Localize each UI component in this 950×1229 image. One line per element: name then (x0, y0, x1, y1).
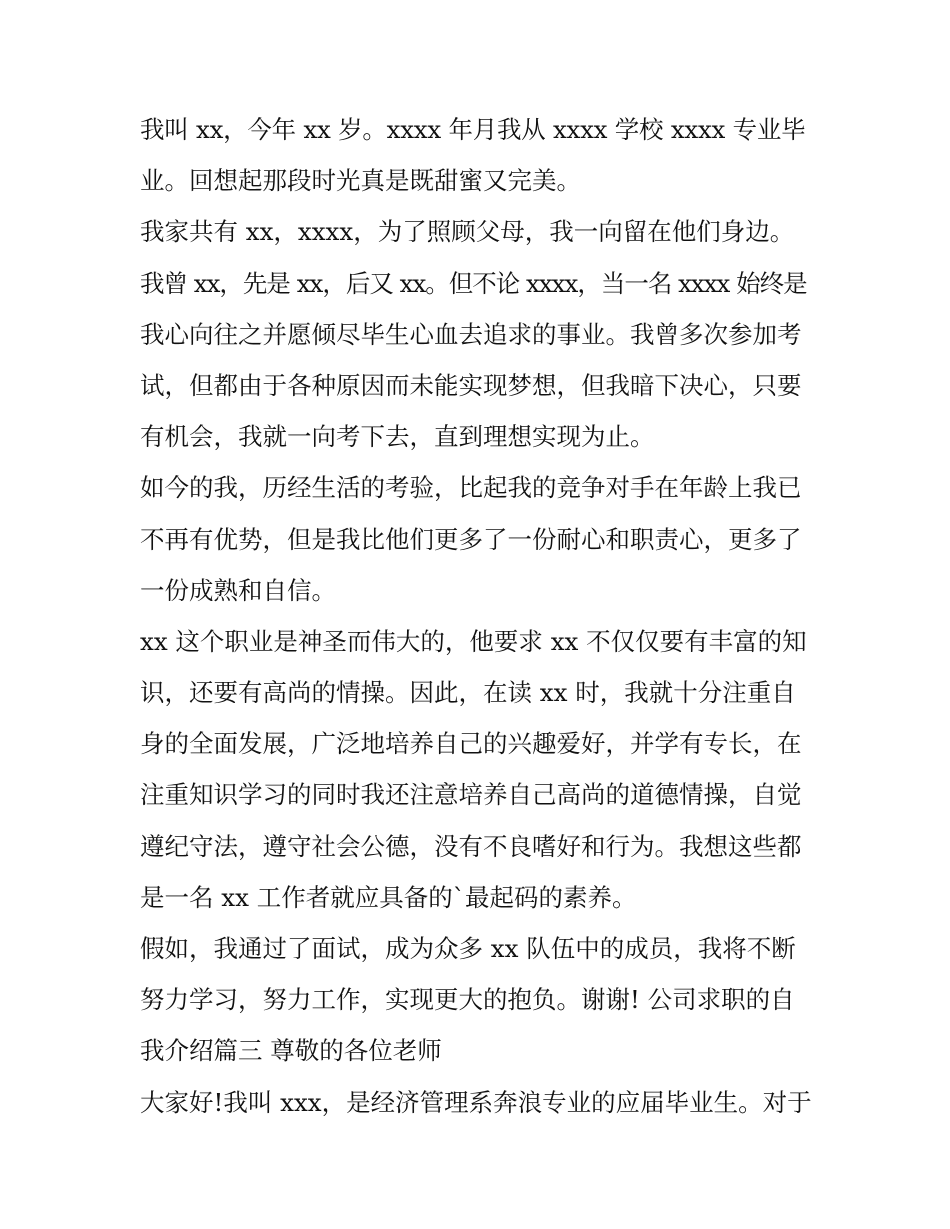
text-line: 努力学习，努力工作，实现更大的抱负。谢谢! 公司求职的自 (140, 985, 795, 1015)
text-line: 如今的我，历经生活的考验，比起我的竞争对手在年龄上我已 (140, 473, 802, 503)
text-line: 有机会，我就一向考下去，直到理想实现为止。 (140, 422, 655, 452)
text-line: 我心向往之并愿倾尽毕生心血去追求的事业。我曾多次参加考 (140, 319, 802, 349)
text-line: 我曾 xx，先是 xx，后又 xx。但不论 xxxx，当一名 xxxx 始终是 (140, 268, 807, 298)
text-line: 我介绍篇三 尊敬的各位老师 (140, 1036, 442, 1066)
text-line: 一份成熟和自信。 (140, 575, 336, 605)
text-line: 身的全面发展，广泛地培养自己的兴趣爱好，并学有专长，在 (140, 729, 802, 759)
text-line: 不再有优势，但是我比他们更多了一份耐心和职责心，更多了 (140, 524, 802, 554)
text-line: 大家好!我叫 xxx，是经济管理系奔浪专业的应届毕业生。对于 (140, 1087, 812, 1117)
text-line: xx 这个职业是神圣而伟大的，他要求 xx 不仅仅要有丰富的知 (140, 626, 807, 656)
text-line: 遵纪守法，遵守社会公德，没有不良嗜好和行为。我想这些都 (140, 831, 802, 861)
text-line: 我家共有 xx，xxxx，为了照顾父母，我一向留在他们身边。 (140, 217, 795, 247)
text-line: 注重知识学习的同时我还注意培养自己高尚的道德情操，自觉 (140, 780, 802, 810)
text-line: 是一名 xx 工作者就应具备的`最起码的素养。 (140, 882, 637, 912)
text-line: 业。回想起那段时光真是既甜蜜又完美。 (140, 166, 581, 196)
text-line: 识，还要有高尚的情操。因此，在读 xx 时，我就十分注重自 (140, 678, 796, 708)
document-body (140, 104, 812, 1128)
text-line: 我叫 xx，今年 xx 岁。xxxx 年月我从 xxxx 学校 xxxx 专业毕 (140, 115, 806, 144)
text-line: 试，但都由于各种原因而未能实现梦想，但我暗下决心，只要 (140, 370, 802, 400)
text-line: 假如，我通过了面试，成为众多 xx 队伍中的成员，我将不断 (140, 934, 796, 963)
